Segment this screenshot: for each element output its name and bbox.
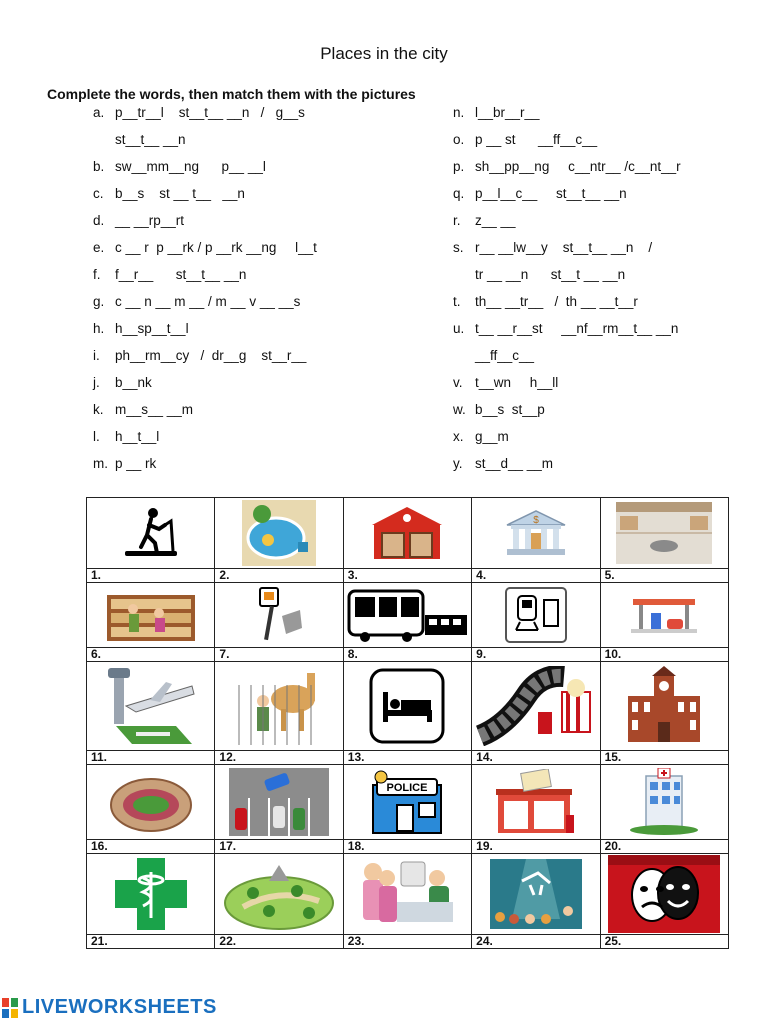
hotel-bed-icon: [369, 668, 445, 744]
stadium-icon: [109, 771, 193, 833]
word-item-s: [453, 237, 681, 264]
picture-number: 16.: [87, 839, 214, 853]
picture-cell: [600, 765, 728, 854]
picture-cell: [215, 765, 343, 854]
item-text: g__m: [475, 429, 509, 444]
item-label: n.: [453, 105, 465, 120]
item-text: h__sp__t__l: [115, 321, 189, 336]
picture-number: 4.: [472, 568, 599, 582]
picture-cell: [215, 854, 343, 949]
item-label: y.: [453, 456, 463, 471]
item-label: o.: [453, 132, 465, 147]
word-item-t: [453, 291, 681, 318]
item-text: tr __ __n st__t __ __n: [475, 267, 626, 282]
picture-number: 7.: [215, 647, 342, 661]
town-hall-icon: [624, 666, 704, 746]
picture-number: 19.: [472, 839, 599, 853]
picture-number: 6.: [87, 647, 214, 661]
word-item-h: [93, 318, 317, 345]
item-label: j.: [93, 375, 100, 390]
library-icon: [105, 587, 197, 643]
museum-icon: [490, 859, 582, 929]
word-item-m: [93, 453, 317, 480]
word-item-d: [93, 210, 317, 237]
item-text: th__ __tr__ / th __ __t__r: [475, 294, 638, 309]
item-label: c.: [93, 186, 104, 201]
word-item-n: [453, 102, 681, 129]
hospital-icon: [628, 768, 700, 836]
picture-cell: [472, 765, 600, 854]
picture-number: 2.: [215, 568, 342, 582]
picture-number: 14.: [472, 750, 599, 764]
item-label: v.: [453, 375, 463, 390]
item-label: t.: [453, 294, 461, 309]
item-label: d.: [93, 213, 105, 228]
word-item-y: [453, 453, 681, 480]
word-item-l: [93, 426, 317, 453]
picture-number: 20.: [601, 839, 728, 853]
shopping-centre-icon: [616, 502, 712, 564]
word-item-i: [93, 345, 317, 372]
picture-number: 15.: [601, 750, 728, 764]
picture-cell: [472, 662, 600, 765]
item-text: z__ __: [475, 213, 516, 228]
post-office-icon: [494, 769, 578, 835]
item-text: h__t__l: [115, 429, 160, 444]
cinema-film-icon: [476, 666, 596, 746]
gas-station-icon: [631, 595, 697, 635]
picture-cell: [472, 583, 600, 662]
picture-grid: [86, 497, 729, 949]
picture-number: 3.: [344, 568, 471, 582]
picture-number: 21.: [87, 934, 214, 948]
word-item-g: [93, 291, 317, 318]
picture-cell: [87, 854, 215, 949]
picture-number: 8.: [344, 647, 471, 661]
item-label: r.: [453, 213, 461, 228]
picture-cell: [87, 583, 215, 662]
item-label: g.: [93, 294, 105, 309]
item-text: l__br__r__: [475, 105, 540, 120]
swimming-pool-icon: [242, 500, 316, 566]
item-label: l.: [93, 429, 100, 444]
item-text: ph__rm__cy / dr__g st__r__: [115, 348, 307, 363]
word-item-f: [93, 264, 317, 291]
picture-cell: [87, 765, 215, 854]
picture-cell: [87, 498, 215, 583]
word-item-q: [453, 183, 681, 210]
item-label: b.: [93, 159, 105, 174]
logo-icon: [2, 998, 18, 1018]
item-text: p__tr__l st__t__ __n / g__s: [115, 105, 305, 120]
item-label: s.: [453, 240, 464, 255]
item-text: sh__pp__ng c__ntr__ /c__nt__r: [475, 159, 681, 174]
picture-number: 24.: [472, 934, 599, 948]
word-item-w: [453, 399, 681, 426]
item-text: m__s__ __m: [115, 402, 194, 417]
picture-number: 25.: [601, 934, 728, 948]
picture-number: 18.: [344, 839, 471, 853]
item-text: __ff__c__: [475, 348, 535, 363]
picture-cell: [600, 662, 728, 765]
picture-number: 1.: [87, 568, 214, 582]
item-label: u.: [453, 321, 465, 336]
item-label: k.: [93, 402, 104, 417]
item-text: b__nk: [115, 375, 152, 390]
item-text: st__d__ __m: [475, 456, 554, 471]
picture-cell: [87, 662, 215, 765]
picture-cell: [600, 583, 728, 662]
picture-cell: [600, 498, 728, 583]
item-text: __ __rp__rt: [115, 213, 185, 228]
item-text: f__r__ st__t__ __n: [115, 267, 247, 282]
park-icon: [223, 857, 335, 931]
picture-number: 22.: [215, 934, 342, 948]
picture-cell: [343, 854, 471, 949]
picture-cell: [343, 765, 471, 854]
bank-symbol: $: [533, 515, 539, 526]
item-text: t__ __r__st __nf__rm__t__ __n: [475, 321, 679, 336]
item-label: h.: [93, 321, 105, 336]
picture-number: 17.: [215, 839, 342, 853]
word-item-a-cont: [93, 129, 317, 156]
item-label: f.: [93, 267, 101, 282]
airport-icon: [106, 666, 196, 746]
word-item-s-cont: [453, 264, 681, 291]
picture-cell: [472, 498, 600, 583]
item-text: p__l__c__ st__t__ __n: [475, 186, 627, 201]
word-item-a: [93, 102, 317, 129]
item-label: q.: [453, 186, 465, 201]
word-item-v: [453, 372, 681, 399]
item-text: b__s st __ t__ __n: [115, 186, 245, 201]
word-item-r: [453, 210, 681, 237]
item-label: p.: [453, 159, 465, 174]
item-text: sw__mm__ng p__ __l: [115, 159, 266, 174]
worksheet-title: Places in the city: [320, 44, 448, 63]
item-label: a.: [93, 105, 105, 120]
word-item-x: [453, 426, 681, 453]
word-item-u: [453, 318, 681, 345]
picture-cell: [215, 662, 343, 765]
picture-number: 10.: [601, 647, 728, 661]
word-item-o: [453, 129, 681, 156]
item-text: p __ st __ff__c__: [475, 132, 598, 147]
picture-number: 13.: [344, 750, 471, 764]
word-item-j: [93, 372, 317, 399]
item-text: p __ rk: [115, 456, 157, 471]
bus-icon: [345, 587, 469, 643]
police-sign-text: POLICE: [386, 782, 428, 794]
item-label: m.: [93, 456, 108, 471]
item-text: st__t__ __n: [115, 132, 186, 147]
liveworksheets-logo[interactable]: [2, 996, 217, 1019]
item-text: c __ n __ m __ / m __ v __ __s: [115, 294, 301, 309]
bus-stop-sign-icon: [252, 586, 306, 644]
word-list-right: [453, 102, 681, 480]
picture-cell: [215, 498, 343, 583]
item-label: i.: [93, 348, 100, 363]
word-item-u-cont: [453, 345, 681, 372]
picture-number: 5.: [601, 568, 728, 582]
fire-station-icon: [368, 505, 446, 561]
picture-cell: [343, 498, 471, 583]
item-text: c __ r p __rk / p __rk __ng l__t: [115, 240, 317, 255]
bank-icon: [503, 509, 569, 557]
word-item-p: [453, 156, 681, 183]
picture-number: 12.: [215, 750, 342, 764]
item-label: e.: [93, 240, 105, 255]
word-item-e: [93, 237, 317, 264]
picture-cell: [343, 662, 471, 765]
picture-cell: [600, 854, 728, 949]
train-station-sign-icon: [504, 586, 568, 644]
picture-cell: [343, 583, 471, 662]
picture-number: 9.: [472, 647, 599, 661]
picture-number: 23.: [344, 934, 471, 948]
picture-cell: [215, 583, 343, 662]
instructions: Complete the words, then match them with the pictures: [47, 86, 416, 102]
word-item-k: [93, 399, 317, 426]
picture-cell: [472, 854, 600, 949]
item-text: b__s st__p: [475, 402, 545, 417]
item-label: w.: [453, 402, 466, 417]
item-text: t__wn h__ll: [475, 375, 559, 390]
word-item-b: [93, 156, 317, 183]
treadmill-icon: [121, 507, 181, 559]
word-item-c: [93, 183, 317, 210]
zoo-icon: [237, 665, 321, 747]
logo-text: LIVEWORKSHEETS: [22, 996, 217, 1018]
picture-number: 11.: [87, 750, 214, 764]
pharmacy-cross-icon: [113, 856, 189, 932]
theatre-masks-icon: [608, 855, 720, 933]
item-text: r__ __lw__y st__t__ __n /: [475, 240, 653, 255]
item-label: x.: [453, 429, 464, 444]
tourist-information-icon: [353, 858, 461, 930]
car-park-icon: [229, 768, 329, 836]
word-list-left: [93, 102, 317, 480]
police-station-icon: [369, 769, 445, 835]
